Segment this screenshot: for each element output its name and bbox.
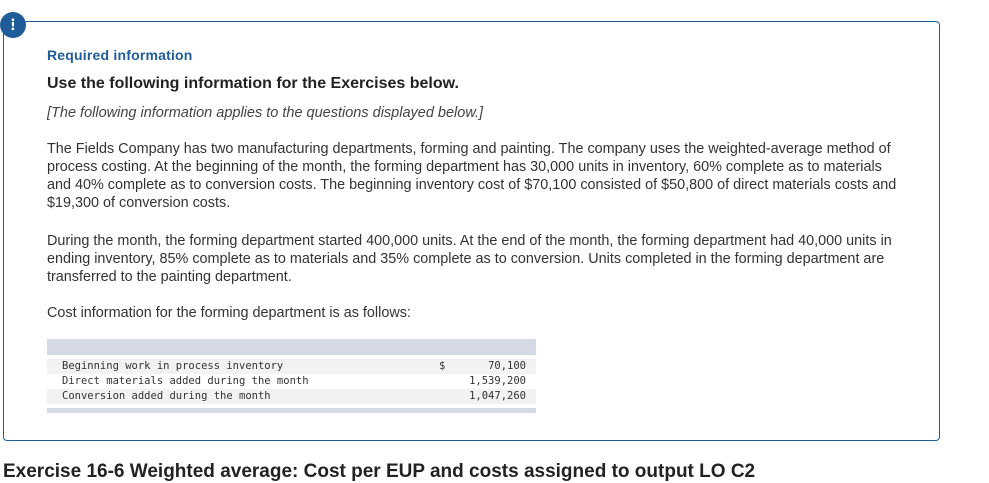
required-information-label: Required information	[47, 47, 193, 63]
company-description-paragraph: The Fields Company has two manufacturing departments, forming and painting. The company uses the weighted-average method of process costing. At the beginning of the month, the forming department has 30,000 units in inventory, 60% complete as to materials and 40% complete as to conversion costs. The beginning inventory cost of $70,100 consisted of $50,800 of direct materials costs and $19,300 of conversion costs.	[47, 141, 897, 211]
instructions-heading: Use the following information for the Exercises below.	[47, 75, 459, 92]
required-information-card	[3, 21, 940, 441]
cost-table	[47, 339, 536, 413]
alert-icon: !	[0, 12, 26, 38]
table-row	[47, 389, 536, 404]
exercise-title: Exercise 16-6 Weighted average: Cost per EUP and costs assigned to output LO C2	[3, 461, 756, 482]
row-amount: 1,047,260	[469, 390, 526, 402]
month-activity-paragraph: During the month, the forming department started 400,000 units. At the end of the month, the forming department had 40,000 units in ending inventory, 85% complete as to materials and 35% complete as to conversion. Units completed in the forming department are transferred to the painting department.	[47, 233, 892, 285]
table-header-band	[47, 339, 536, 355]
row-label: Beginning work in process inventory	[62, 360, 284, 372]
row-currency: $	[439, 360, 446, 372]
row-label: Conversion added during the month	[62, 390, 271, 402]
table-footer-band	[47, 408, 536, 413]
applies-note: [The following information applies to the questions displayed below.]	[47, 105, 484, 121]
table-row	[47, 359, 536, 374]
row-currency	[439, 374, 459, 389]
table-row	[47, 374, 536, 389]
row-currency	[439, 389, 459, 404]
cost-info-intro: Cost information for the forming department is as follows:	[47, 305, 411, 321]
row-amount: 1,539,200	[469, 375, 526, 387]
row-label: Direct materials added during the month	[62, 375, 309, 387]
row-amount: 70,100	[488, 360, 526, 372]
